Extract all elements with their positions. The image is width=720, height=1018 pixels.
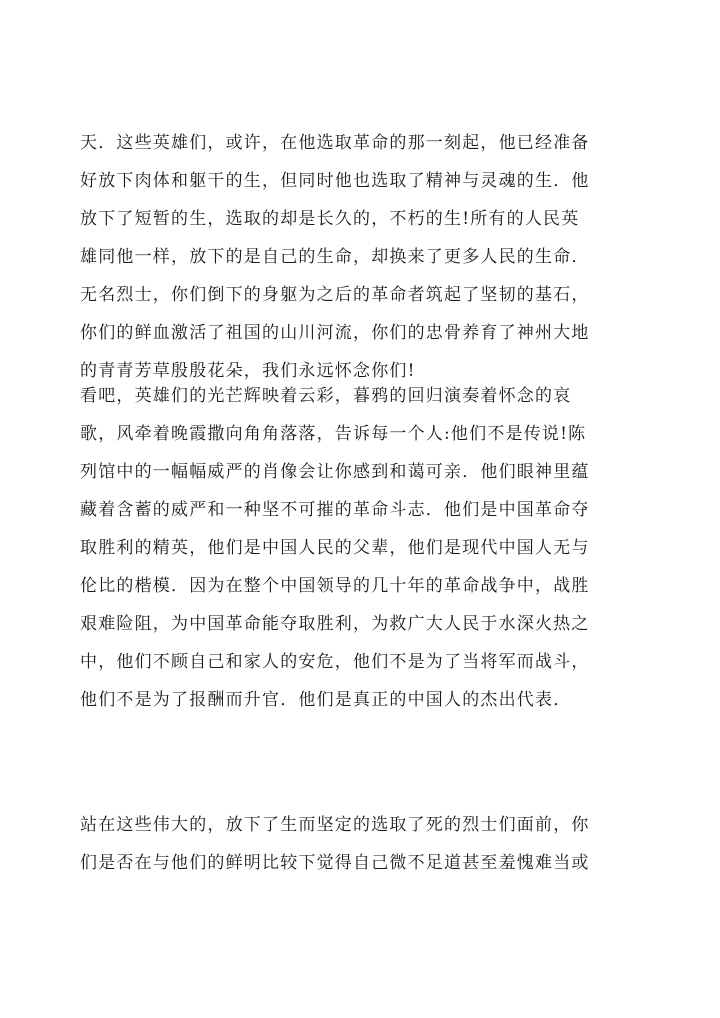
paragraph-2-line-7: 艰难险阻，为中国革命能夺取胜利，为救广大人民于水深火热之 [80, 614, 590, 634]
paragraph-1-line-1: 天．这些英雄们，或许，在他选取革命的那一刻起，他已经准备 [80, 133, 590, 153]
paragraph-1-line-7: 的青青芳草殷殷花朵，我们永远怀念你们! [80, 361, 416, 381]
paragraph-3-line-1: 站在这些伟大的，放下了生而坚定的选取了死的烈士们面前，你 [80, 815, 590, 835]
paragraph-2-line-1: 看吧，英雄们的光芒辉映着云彩，暮鸦的回归演奏着怀念的哀 [80, 386, 572, 406]
paragraph-1-line-3: 放下了短暂的生，选取的却是长久的，不朽的生!所有的人民英 [80, 209, 580, 229]
paragraph-2 [80, 377, 650, 719]
paragraph-1-line-5: 无名烈士，你们倒下的身躯为之后的革命者筑起了坚韧的基石， [80, 285, 590, 305]
paragraph-2-line-4: 藏着含蓄的威严和一种坚不可摧的革命斗志．他们是中国革命夺 [80, 500, 590, 520]
paragraph-1-line-2: 好放下肉体和躯干的生，但同时他也选取了精神与灵魂的生．他 [80, 171, 590, 191]
paragraph-2-line-9: 他们不是为了报酬而升官．他们是真正的中国人的杰出代表． [80, 690, 572, 710]
paragraph-2-line-6: 伦比的楷模．因为在整个中国领导的几十年的革命战争中，战胜 [80, 576, 590, 596]
paragraph-1-line-4: 雄同他一样，放下的是自己的生命，却换来了更多人民的生命． [80, 247, 590, 267]
paragraph-2-line-8: 中，他们不顾自己和家人的安危，他们不是为了当将军而战斗， [80, 652, 590, 672]
paragraph-1-line-6: 你们的鲜血激活了祖国的山川河流，你们的忠骨养育了神州大地 [80, 323, 590, 343]
paragraph-3-line-2: 们是否在与他们的鲜明比较下觉得自己微不足道甚至羞愧难当或 [80, 853, 590, 873]
paragraph-3 [80, 806, 650, 882]
paragraph-2-line-3: 列馆中的一幅幅威严的肖像会让你感到和蔼可亲．他们眼神里蕴 [80, 462, 590, 482]
paragraph-1 [80, 124, 650, 390]
paragraph-2-line-5: 取胜利的精英，他们是中国人民的父辈，他们是现代中国人无与 [80, 538, 590, 558]
paragraph-2-line-2: 歌，风牵着晚霞撒向角角落落，告诉每一个人:他们不是传说!陈 [80, 424, 587, 444]
